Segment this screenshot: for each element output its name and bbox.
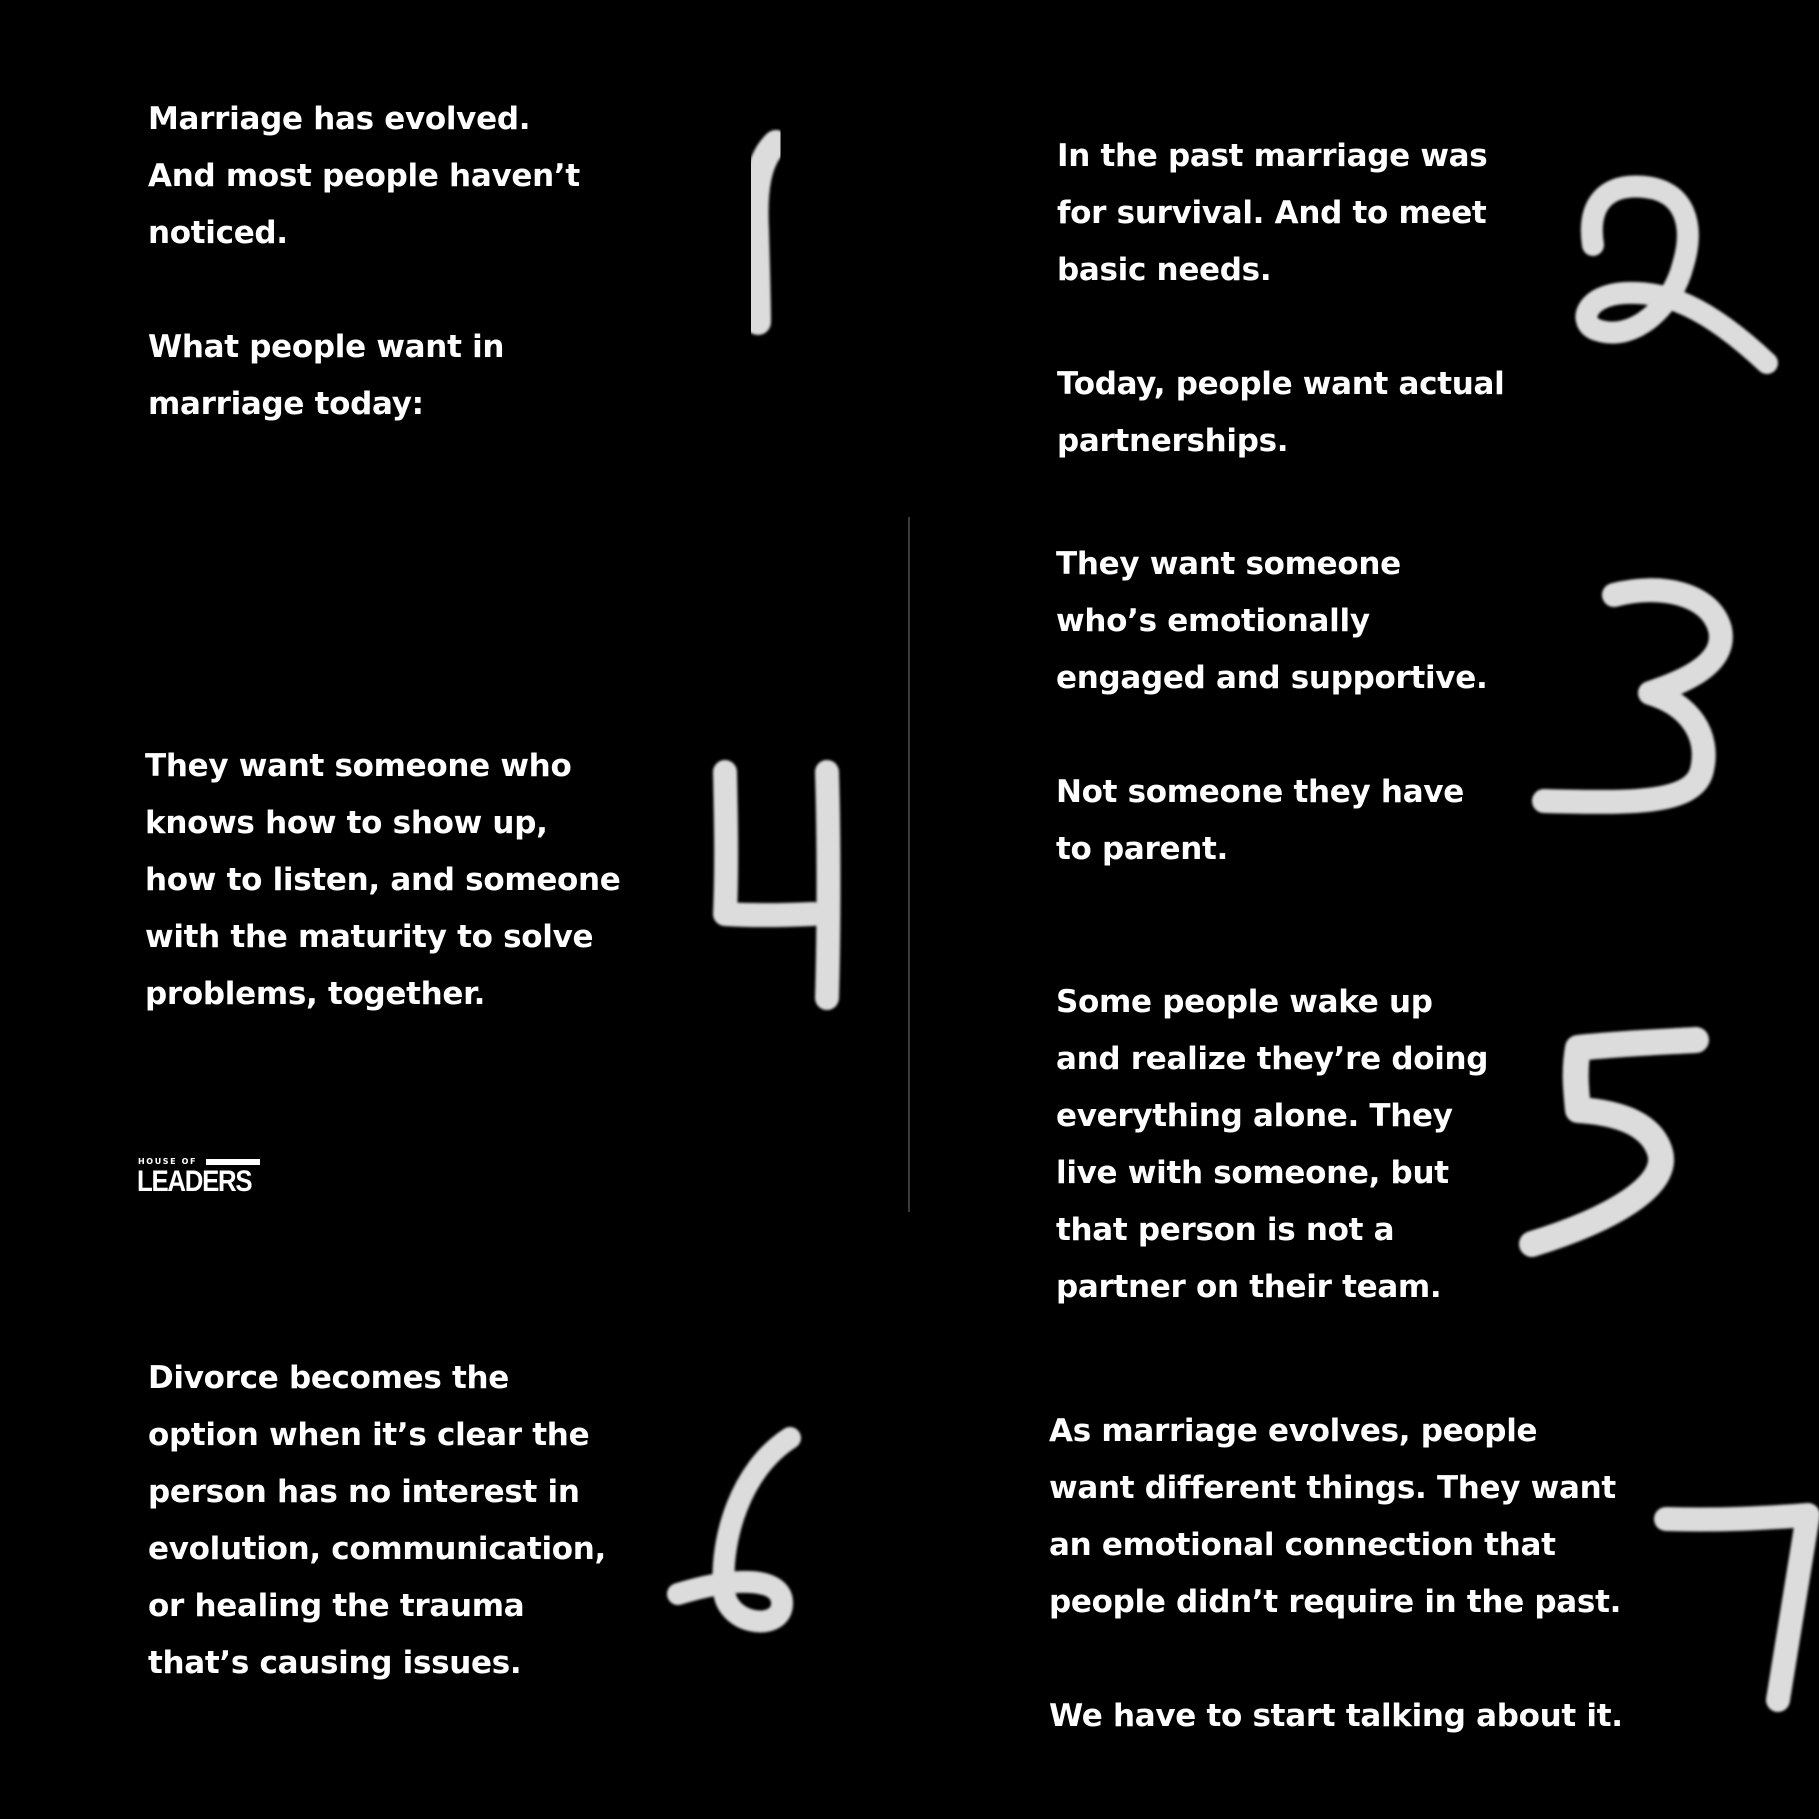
panel-3-text xyxy=(1056,536,1487,878)
text-line: They want someone who xyxy=(145,748,572,784)
logo-small-text: HOUSE OF xyxy=(138,1157,198,1166)
text-line: evolution, communication, xyxy=(148,1531,607,1567)
text-line: Marriage has evolved. xyxy=(148,101,531,137)
text-line: how to listen, and someone xyxy=(145,862,621,898)
text-line: and realize they’re doing xyxy=(1056,1041,1489,1077)
panel-2-text xyxy=(1057,128,1504,470)
text-line: people didn’t require in the past. xyxy=(1049,1584,1622,1620)
text-line: partner on their team. xyxy=(1056,1269,1442,1305)
handwritten-six-icon xyxy=(660,1410,820,1660)
text-line: problems, together. xyxy=(145,976,486,1012)
text-line: live with someone, but xyxy=(1056,1155,1449,1191)
text-line: that’s causing issues. xyxy=(148,1645,522,1681)
text-line: an emotional connection that xyxy=(1049,1527,1556,1563)
text-line: to parent. xyxy=(1056,831,1228,867)
text-line: want different things. They want xyxy=(1049,1470,1616,1506)
text-line: everything alone. They xyxy=(1056,1098,1453,1134)
text-line: who’s emotionally xyxy=(1056,603,1370,639)
text-line: for survival. And to meet xyxy=(1057,195,1487,231)
text-line: In the past marriage was xyxy=(1057,138,1488,174)
panel-6-text xyxy=(148,1350,606,1692)
text-line: They want someone xyxy=(1056,546,1401,582)
handwritten-four-icon xyxy=(695,758,855,1020)
text-line: with the maturity to solve xyxy=(145,919,594,955)
text-line: that person is not a xyxy=(1056,1212,1395,1248)
panel-7-text xyxy=(1049,1403,1623,1745)
handwritten-one-icon xyxy=(720,130,800,340)
handwritten-three-icon xyxy=(1530,565,1750,825)
text-line: noticed. xyxy=(148,215,288,251)
panel-5-text xyxy=(1056,974,1488,1316)
text-line: Divorce becomes the xyxy=(148,1360,510,1396)
house-of-leaders-logo xyxy=(137,1157,261,1197)
text-line: basic needs. xyxy=(1057,252,1272,288)
text-line: Some people wake up xyxy=(1056,984,1433,1020)
text-line: What people want in xyxy=(148,329,505,365)
handwritten-five-icon xyxy=(1510,1010,1710,1260)
text-line: person has no interest in xyxy=(148,1474,580,1510)
text-line: We have to start talking about it. xyxy=(1049,1698,1623,1734)
panel-1-text xyxy=(148,91,580,433)
panel-4-text xyxy=(145,738,621,1023)
text-line: knows how to show up, xyxy=(145,805,548,841)
logo-big-text: LEADERS xyxy=(137,1165,252,1198)
text-line: option when it’s clear the xyxy=(148,1417,590,1453)
text-line: engaged and supportive. xyxy=(1056,660,1488,696)
handwritten-seven-icon xyxy=(1648,1495,1819,1715)
text-line: marriage today: xyxy=(148,386,424,422)
text-line: or healing the trauma xyxy=(148,1588,525,1624)
text-line: Today, people want actual xyxy=(1057,366,1505,402)
handwritten-two-icon xyxy=(1565,165,1785,385)
text-line: Not someone they have xyxy=(1056,774,1464,810)
text-line: And most people haven’t xyxy=(148,158,580,194)
text-line: As marriage evolves, people xyxy=(1049,1413,1538,1449)
text-line: partnerships. xyxy=(1057,423,1289,459)
panel-divider xyxy=(908,517,910,1212)
